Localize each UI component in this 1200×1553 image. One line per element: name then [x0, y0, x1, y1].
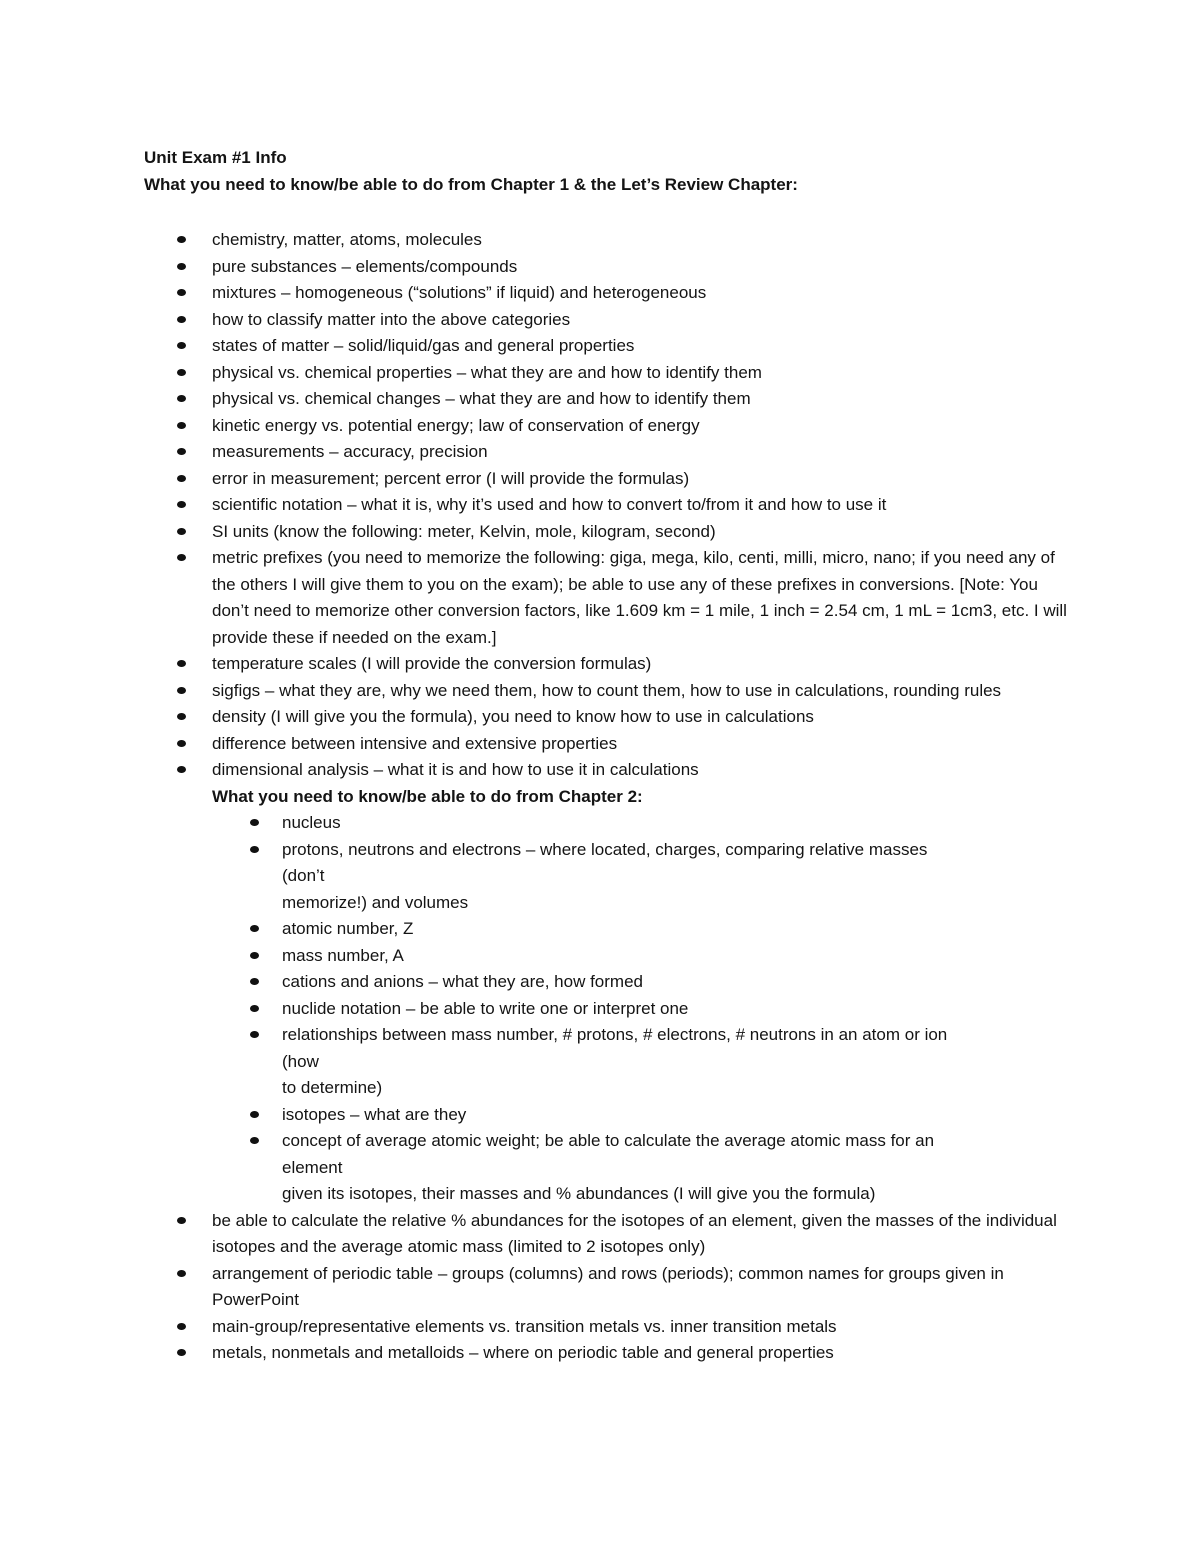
bullet-icon: [177, 528, 186, 535]
list-item: [0, 492, 1072, 519]
bullet-icon: [250, 1111, 259, 1118]
list-item-text: metric prefixes (you need to memorize the following: giga, mega, kilo, centi, milli, micro, nano; if you need any of the others I will give them to you on the exam); be able to use any of these prefixes in conversions. [Note: You don’t need to memorize other conversion factors, like 1.609 km = 1 mile, 1 inch = 2.54 cm, 1 mL = 1cm3, etc. I will provide these if needed on the exam.]: [212, 548, 1067, 647]
bullet-icon: [177, 422, 186, 429]
list-item-text: (how: [282, 1051, 319, 1071]
chapter2-heading: What you need to know/be able to do from Chapter 2:: [212, 786, 643, 806]
list-item: [0, 1128, 1062, 1208]
list-item-text: cations and anions – what they are, how formed: [282, 972, 643, 991]
list-item-text: atomic number, Z: [282, 919, 414, 938]
bullet-icon: [177, 263, 186, 270]
bullet-icon: [177, 713, 186, 720]
list-item: [0, 227, 1072, 254]
chapter2-sublist-container: [0, 810, 1200, 1208]
bullet-icon: [250, 1031, 259, 1038]
list-item-text: mass number, A: [282, 945, 404, 965]
bullet-icon: [250, 1005, 259, 1012]
list-item-text: temperature scales (I will provide the conversion formulas): [212, 654, 652, 673]
list-item: [0, 757, 1072, 784]
list-item: [0, 333, 1072, 360]
bullet-icon: [177, 289, 186, 296]
bullet-icon: [177, 316, 186, 323]
bullet-icon: [250, 1137, 259, 1144]
bullet-icon: [177, 395, 186, 402]
list-item: [0, 1314, 1072, 1341]
list-item-text: scientific notation – what it is, why it’s used and how to convert to/from it and how to use it: [212, 495, 887, 514]
list-item-text: SI units (know the following: meter, Kelvin, mole, kilogram, second): [212, 521, 716, 541]
list-item-text: nuclide notation – be able to write one or interpret one: [282, 998, 689, 1018]
list-item-text: physical vs. chemical properties – what they are and how to identify them: [212, 362, 762, 382]
list-item: [0, 996, 1062, 1023]
list-item: [0, 943, 1062, 970]
list-item-text: main-group/representative elements vs. transition metals vs. inner transition metals: [212, 1316, 837, 1336]
bullet-icon: [177, 448, 186, 455]
list-item: [0, 386, 1072, 413]
list-item: [0, 439, 1072, 466]
list-item: [0, 837, 1062, 917]
list-item: [0, 731, 1072, 758]
list-item: [0, 360, 1072, 387]
list-item-text: mixtures – homogeneous (“solutions” if liquid) and heterogeneous: [212, 283, 707, 302]
bullet-icon: [250, 952, 259, 959]
list-item-text: physical vs. chemical changes – what they are and how to identify them: [212, 389, 751, 408]
list-item: [0, 651, 1072, 678]
bullet-icon: [177, 1217, 186, 1224]
list-item-text: sigfigs – what they are, why we need them, how to count them, how to use in calculations, rounding rules: [212, 680, 1002, 700]
bullet-icon: [177, 501, 186, 508]
list-item-text: arrangement of periodic table – groups (columns) and rows (periods); common names for groups given in PowerPoint: [212, 1263, 1004, 1309]
list-item-text: states of matter – solid/liquid/gas and general properties: [212, 336, 635, 355]
list-item-text: chemistry, matter, atoms, molecules: [212, 230, 482, 249]
list-item-text: pure substances – elements/compounds: [212, 256, 518, 276]
list-item-text: measurements – accuracy, precision: [212, 442, 488, 461]
bullet-icon: [177, 660, 186, 667]
list-item: [0, 1261, 1072, 1314]
list-item: [0, 916, 1062, 943]
list-item-text: nucleus: [282, 813, 341, 832]
list-item: [0, 1208, 1072, 1261]
list-item: [0, 466, 1072, 493]
list-item: [0, 280, 1072, 307]
chapter2-sublist: [0, 810, 1200, 1208]
bullet-icon: [250, 819, 259, 826]
list-item-text: metals, nonmetals and metalloids – where on periodic table and general properties: [212, 1343, 834, 1362]
list-item: [0, 254, 1072, 281]
list-item-text: dimensional analysis – what it is and how to use it in calculations: [212, 760, 699, 779]
bullet-icon: [177, 475, 186, 482]
bullet-icon: [177, 1323, 186, 1330]
bullet-icon: [177, 740, 186, 747]
list-item-text: concept of average atomic weight; be able to calculate the average atomic mass for an: [282, 1131, 935, 1150]
bullet-icon: [177, 554, 186, 561]
list-item: [0, 810, 1062, 837]
list-item-text: density (I will give you the formula), you need to know how to use in calculations: [212, 707, 814, 726]
bullet-icon: [177, 1270, 186, 1277]
list-item-text: isotopes – what are they: [282, 1104, 467, 1124]
bullet-icon: [250, 978, 259, 985]
list-item: [0, 545, 1072, 651]
list-item-text: (don’t: [282, 866, 325, 885]
bullet-icon: [177, 236, 186, 243]
list-item-text: element: [282, 1157, 343, 1177]
list-item-text: kinetic energy vs. potential energy; law of conservation of energy: [212, 415, 700, 435]
list-item-text: how to classify matter into the above categories: [212, 309, 571, 329]
list-item: [0, 1102, 1062, 1129]
chapter1-heading: What you need to know/be able to do from Chapter 1 & the Let’s Review Chapter:: [144, 175, 798, 194]
list-item: [0, 519, 1072, 546]
bullet-icon: [177, 369, 186, 376]
list-item: [0, 307, 1072, 334]
list-item: [0, 678, 1072, 705]
list-item: [0, 413, 1072, 440]
page-title: Unit Exam #1 Info: [144, 148, 287, 167]
list-item-text: difference between intensive and extensive properties: [212, 733, 618, 753]
list-item-text: error in measurement; percent error (I will provide the formulas): [212, 468, 690, 488]
topic-list: [0, 227, 1200, 1367]
list-item: [0, 704, 1072, 731]
list-item-text: be able to calculate the relative % abundances for the isotopes of an element, given the masses of the individual isotopes and the average atomic mass (limited to 2 isotopes only): [212, 1210, 1057, 1256]
bullet-icon: [250, 925, 259, 932]
list-item-text: to determine): [282, 1078, 383, 1097]
bullet-icon: [177, 687, 186, 694]
list-item-text: relationships between mass number, # protons, # electrons, # neutrons in an atom or ion: [282, 1025, 948, 1044]
list-item: [0, 1340, 1072, 1367]
list-item-text: given its isotopes, their masses and % abundances (I will give you the formula): [282, 1184, 876, 1203]
list-item-text: protons, neutrons and electrons – where located, charges, comparing relative masses: [282, 839, 928, 859]
bullet-icon: [177, 1349, 186, 1356]
list-item: [0, 1022, 1062, 1102]
list-item-text: memorize!) and volumes: [282, 892, 469, 912]
list-item: [0, 969, 1062, 996]
bullet-icon: [250, 846, 259, 853]
bullet-icon: [177, 766, 186, 773]
bullet-icon: [177, 342, 186, 349]
